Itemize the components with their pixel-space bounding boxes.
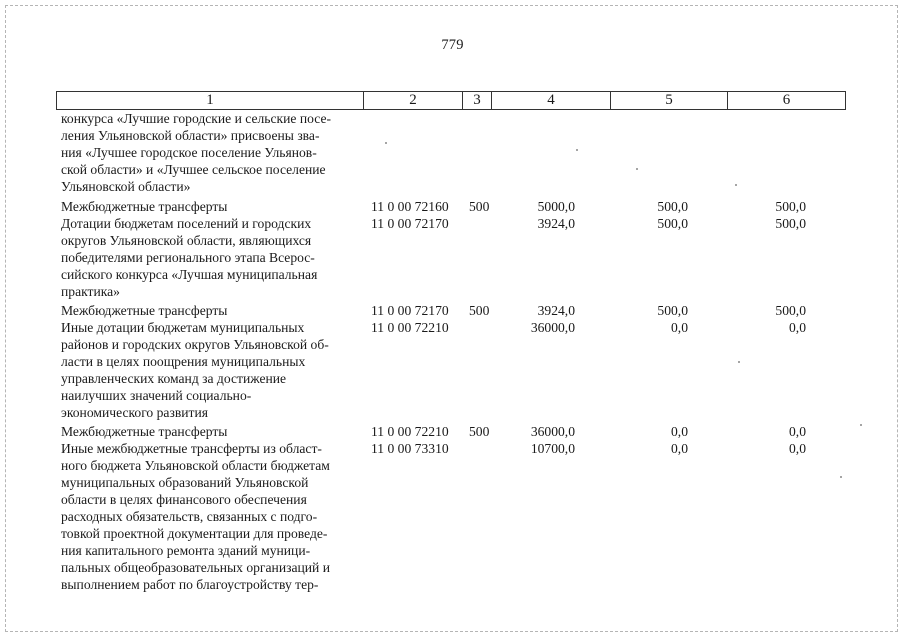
description-line: конкурса «Лучшие городские и сельские посе- xyxy=(61,111,332,126)
target-code: 11 0 00 72170 xyxy=(371,303,449,318)
amount-col6: 0,0 xyxy=(789,320,806,335)
row-description xyxy=(61,215,360,300)
description-line: ласти в целях поощрения муниципальных xyxy=(61,354,306,369)
description-line: расходных обязательств, связанных с подго- xyxy=(61,509,318,524)
description-line: районов и городских округов Ульяновской об- xyxy=(61,337,329,352)
description-line: Иные дотации бюджетам муниципальных xyxy=(61,320,305,335)
description-line: Межбюджетные трансферты xyxy=(61,199,228,214)
description-line: наилучших значений социально- xyxy=(61,388,252,403)
description-line: ния капитального ремонта зданий муници- xyxy=(61,543,311,558)
amount-col4: 3924,0 xyxy=(537,303,575,318)
amount-col6: 0,0 xyxy=(789,424,806,439)
target-code: 11 0 00 73310 xyxy=(371,441,449,456)
column-header-4: 4 xyxy=(492,92,611,110)
row-description xyxy=(61,302,360,319)
description-line: муниципальных образований Ульяновской xyxy=(61,475,309,490)
amount-col5: 500,0 xyxy=(657,303,688,318)
description-line: победителями регионального этапа Всерос- xyxy=(61,250,315,265)
scan-speck xyxy=(735,184,737,186)
expense-type: 500 xyxy=(469,424,490,439)
scan-speck xyxy=(576,149,578,151)
description-line: области в целях финансового обеспечения xyxy=(61,492,307,507)
row-description xyxy=(61,319,360,421)
amount-col5: 0,0 xyxy=(671,441,688,456)
target-code: 11 0 00 72210 xyxy=(371,424,449,439)
expense-type: 500 xyxy=(469,303,490,318)
description-line: Ульяновской области» xyxy=(61,179,191,194)
scan-speck xyxy=(636,168,638,170)
column-header-row xyxy=(56,91,846,110)
target-code: 11 0 00 72160 xyxy=(371,199,449,214)
amount-col5: 500,0 xyxy=(657,199,688,214)
amount-col4: 36000,0 xyxy=(530,320,575,335)
scan-speck xyxy=(738,361,740,363)
row-description xyxy=(61,423,360,440)
scan-speck xyxy=(860,424,862,426)
page-number: 779 xyxy=(441,37,464,53)
row-description xyxy=(61,440,360,593)
amount-col6: 500,0 xyxy=(775,216,806,231)
target-code: 11 0 00 72170 xyxy=(371,216,449,231)
description-line: товкой проектной документации для проведе- xyxy=(61,526,328,541)
description-line: округов Ульяновской области, являющихся xyxy=(61,233,312,248)
scan-speck xyxy=(385,142,387,144)
description-line: Межбюджетные трансферты xyxy=(61,424,228,439)
amount-col4: 36000,0 xyxy=(530,424,575,439)
amount-col5: 0,0 xyxy=(671,424,688,439)
amount-col6: 500,0 xyxy=(775,303,806,318)
column-header-5: 5 xyxy=(611,92,728,110)
expense-type: 500 xyxy=(469,199,490,214)
description-line: ления Ульяновской области» присвоены зва- xyxy=(61,128,320,143)
description-line: экономического развития xyxy=(61,405,208,420)
amount-col4: 3924,0 xyxy=(537,216,575,231)
column-header-3: 3 xyxy=(463,92,492,110)
amount-col4: 5000,0 xyxy=(537,199,575,214)
description-line: Иные межбюджетные трансферты из област- xyxy=(61,441,322,456)
description-line: ного бюджета Ульяновской области бюджетам xyxy=(61,458,330,473)
target-code: 11 0 00 72210 xyxy=(371,320,449,335)
amount-col4: 10700,0 xyxy=(530,441,575,456)
description-line: практика» xyxy=(61,284,120,299)
amount-col6: 0,0 xyxy=(789,441,806,456)
description-line: ния «Лучшее городское поселение Ульянов- xyxy=(61,145,317,160)
column-header-2: 2 xyxy=(364,92,463,110)
row-description xyxy=(61,198,360,215)
row-description xyxy=(61,110,360,195)
column-header-1: 1 xyxy=(57,92,364,110)
description-line: пальных общеобразовательных организаций и xyxy=(61,560,330,575)
scan-speck xyxy=(840,476,842,478)
description-line: сийского конкурса «Лучшая муниципальная xyxy=(61,267,318,282)
description-line: выполнением работ по благоустройству тер- xyxy=(61,577,319,592)
description-line: Межбюджетные трансферты xyxy=(61,303,228,318)
amount-col6: 500,0 xyxy=(775,199,806,214)
description-line: ской области» и «Лучшее сельское поселение xyxy=(61,162,326,177)
amount-col5: 500,0 xyxy=(657,216,688,231)
description-line: Дотации бюджетам поселений и городских xyxy=(61,216,312,231)
column-header-6: 6 xyxy=(728,92,846,110)
amount-col5: 0,0 xyxy=(671,320,688,335)
description-line: управленческих команд за достижение xyxy=(61,371,287,386)
